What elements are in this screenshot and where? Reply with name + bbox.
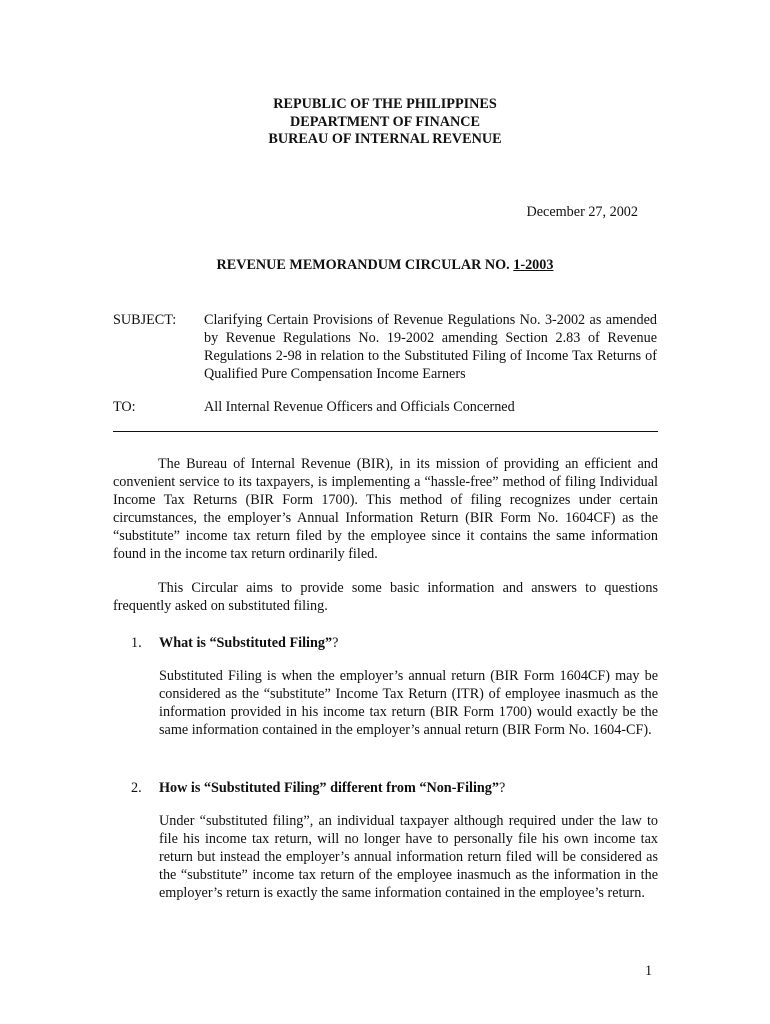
header-republic: REPUBLIC OF THE PHILIPPINES	[273, 96, 497, 112]
circular-title	[0, 256, 770, 274]
to-text: All Internal Revenue Officers and Officials Concerned	[204, 399, 515, 415]
question-2-title	[159, 779, 505, 797]
purpose-paragraph	[113, 579, 658, 615]
document-date: December 27, 2002	[526, 204, 638, 220]
purpose-paragraph-text: This Circular aims to provide some basic information and answers to questions frequently asked on substituted filing.	[113, 580, 658, 614]
question-1-mark: ?	[332, 635, 339, 651]
question-2-title-text: How is “Substituted Filing” different from “Non-Filing”	[159, 780, 499, 796]
header-bureau: BUREAU OF INTERNAL REVENUE	[268, 131, 502, 147]
page-number: 1	[645, 963, 653, 979]
intro-paragraph	[113, 455, 658, 563]
question-1-answer: Substituted Filing is when the employer’s annual return (BIR Form 1604CF) may be considered as the “substitute” Income Tax Return (ITR) of employee inasmuch as the information provided in his income tax return (BIR Form 1700) would exactly be the same information contained in the employer’s annual return (BIR Form No. 1604-CF).	[159, 668, 658, 738]
to-label: TO:	[113, 399, 136, 415]
circular-number: 1-2003	[513, 257, 554, 273]
horizontal-divider	[113, 431, 658, 432]
agency-header	[0, 96, 770, 149]
circular-title-prefix: REVENUE MEMORANDUM CIRCULAR NO.	[216, 257, 514, 273]
question-1-title-text: What is “Substituted Filing”	[159, 635, 333, 651]
question-1-title	[159, 634, 338, 652]
question-2-answer: Under “substituted filing”, an individual taxpayer although required under the law to file his income tax return, will no longer have to personally file his own income tax return but instead the employer’s annual information return filed will be considered as the “substitute” income tax return of the employee inasmuch as the information in the employer’s return is exactly the same information contained in the employee’s return.	[159, 813, 658, 901]
subject-label: SUBJECT:	[113, 312, 177, 328]
question-2-mark: ?	[499, 780, 506, 796]
intro-paragraph-text: The Bureau of Internal Revenue (BIR), in its mission of providing an efficient and convenient service to its taxpayers, is implementing a “hassle-free” method of filing Individual Income Tax Returns (BIR Form 1700). This method of filing recognizes under certain circumstances, the employer’s Annual Information Return (BIR Form No. 1604CF) as the “substitute” income tax return filed by the employee since it contains the same information found in the income tax return ordinarily filed.	[113, 456, 658, 562]
subject-text: Clarifying Certain Provisions of Revenue Regulations No. 3-2002 as amended by Revenue Regulations No. 19-2002 amending Section 2.83 of Revenue Regulations 2-98 in relation to the Substituted Filing of Income Tax Returns of Qualified Pure Compensation Income Earners	[204, 312, 657, 382]
header-department: DEPARTMENT OF FINANCE	[290, 113, 480, 130]
question-2-number: 2.	[131, 780, 142, 796]
question-1-number: 1.	[131, 635, 142, 651]
